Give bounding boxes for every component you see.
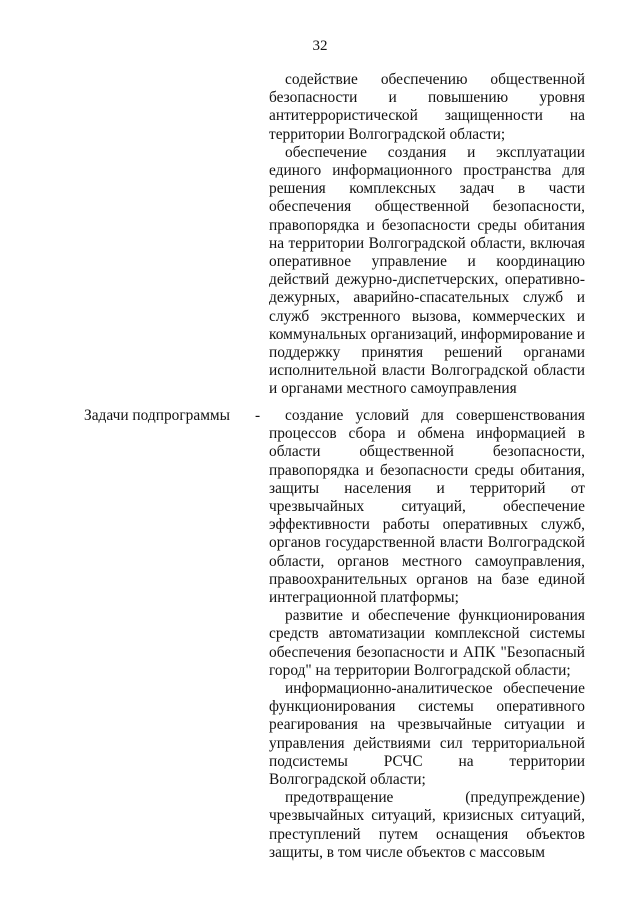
task-paragraph: информационно-аналитическое обеспечение функционирования системы оперативного реагирования на чрезвычайные ситуации и управления действиями сил территориальной подсистемы РСЧС на территории Волгоградской области; (269, 680, 585, 789)
page-number: 32 (312, 38, 328, 54)
tasks-dash: - (255, 407, 261, 424)
tasks-label: Задачи подпрограммы (84, 407, 231, 424)
task-paragraph: создание условий для совершенствования процессов сбора и обмена информацией в области общественной безопасности, правопорядка и безопасности среды обитания, защиты населения и территорий от чрезвычайных ситуаций, обеспечение эффективности работы оперативных служб, органов государственной власти Волгоградской области, органов местного самоуправления, правоохранительных органов на базе единой интеграционной платформы; (269, 407, 585, 607)
goals-continued (269, 71, 585, 399)
goal-paragraph: содействие обеспечению общественной безопасности и повышению уровня антитеррористической защищенности на территории Волгоградской области; (269, 71, 585, 143)
task-paragraph: предотвращение (предупреждение) чрезвычайных ситуаций, кризисных ситуаций, преступлений путем оснащения объектов защиты, в том числе объектов с массовым (269, 789, 585, 861)
task-paragraph: развитие и обеспечение функционирования средств автоматизации комплексной системы обеспечения безопасности и АПК "Безопасный город" на территории Волгоградской области; (269, 607, 585, 679)
goal-paragraph: обеспечение создания и эксплуатации единого информационного пространства для решения комплексных задач в части обеспечения общественной безопасности, правопорядка и безопасности среды обитания на территории Волгоградской области, включая оперативное управление и координацию действий дежурно-диспетчерских, оперативно-дежурных, аварийно-спасательных служб и служб экстренного вызова, коммерческих и коммунальных организаций, информирование и поддержку принятия решений органами исполнительной власти Волгоградской области и органами местного самоуправления (269, 143, 585, 398)
tasks-list (269, 407, 585, 862)
